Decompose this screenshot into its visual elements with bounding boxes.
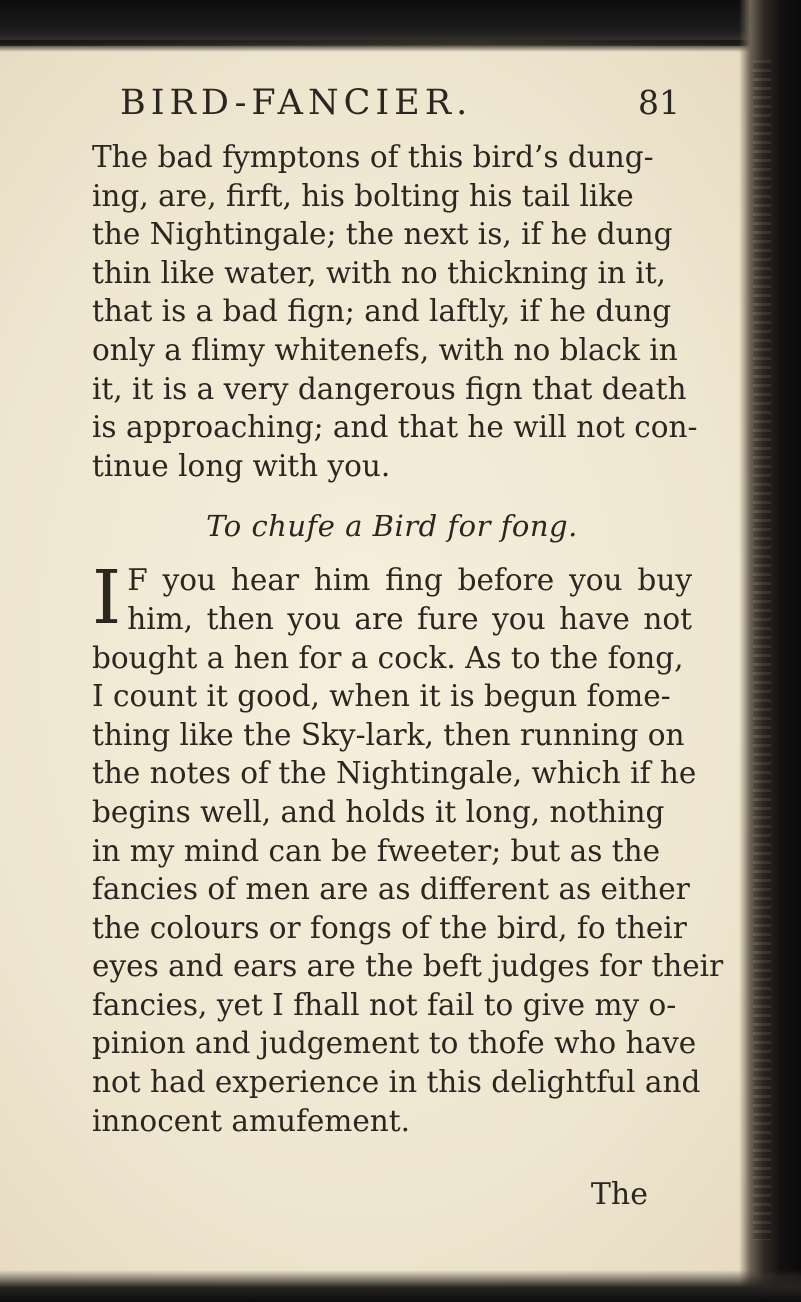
text-line: ing, are, firft, his bolting his tail like xyxy=(92,178,634,213)
section-heading: To chufe a Bird for fong. xyxy=(206,509,578,544)
text-line: thing like the Sky-lark, then running on xyxy=(92,717,685,752)
text-line: is approaching; and that he will not con- xyxy=(92,410,698,445)
text-line: F you hear him fing before you buy xyxy=(127,563,692,598)
text-line: bought a hen for a cock. As to the fong, xyxy=(92,640,684,675)
catchword: The xyxy=(590,1177,648,1213)
page-gutter-texture xyxy=(753,60,771,1240)
scan-border-top xyxy=(0,0,801,52)
text-line: the colours or fongs of the bird, fo their xyxy=(92,910,687,945)
text-line: it, it is a very dangerous fign that death xyxy=(92,371,687,406)
text-line: only a flimy whitenefs, with no black in xyxy=(92,332,678,367)
text-line: tinue long with you. xyxy=(92,448,391,483)
text-line: not had experience in this delightful and xyxy=(92,1065,701,1100)
text-line: The bad fymptons of this bird’s dung- xyxy=(92,140,654,174)
scan-border-bottom xyxy=(0,1270,801,1302)
running-header xyxy=(120,80,680,126)
scan-border-right xyxy=(739,0,801,1302)
text-block xyxy=(92,80,724,1214)
text-line: in my mind can be fweeter; but as the xyxy=(92,833,661,868)
text-line: begins well, and holds it long, nothing xyxy=(92,794,665,829)
text-line: the notes of the Nightingale, which if he xyxy=(92,756,697,791)
paragraph-symptoms xyxy=(92,138,698,485)
text-line: him, then you are fure you have not xyxy=(127,601,692,636)
paragraph-song-body xyxy=(92,639,724,1141)
text-line: the Nightingale; the next is, if he dung xyxy=(92,217,673,252)
drop-cap-initial: I xyxy=(92,555,122,642)
text-line: that is a bad fign; and laftly, if he dung xyxy=(92,294,672,329)
page-number: 81 xyxy=(638,83,680,122)
text-line: innocent amufement. xyxy=(92,1103,411,1138)
text-line: thin like water, with no thickning in it, xyxy=(92,255,666,290)
text-line: I count it good, when it is begun fome- xyxy=(92,679,671,714)
paragraph-song xyxy=(92,555,724,1140)
running-title: BIRD-FANCIER. xyxy=(120,83,473,123)
text-line: eyes and ears are the beft judges for their xyxy=(92,949,724,984)
text-line: fancies of men are as different as either xyxy=(92,872,690,907)
paragraph-song-opening xyxy=(92,555,692,642)
text-line: fancies, yet I fhall not fail to give my o- xyxy=(92,987,677,1022)
text-line: pinion and judgement to thofe who have xyxy=(92,1026,697,1061)
